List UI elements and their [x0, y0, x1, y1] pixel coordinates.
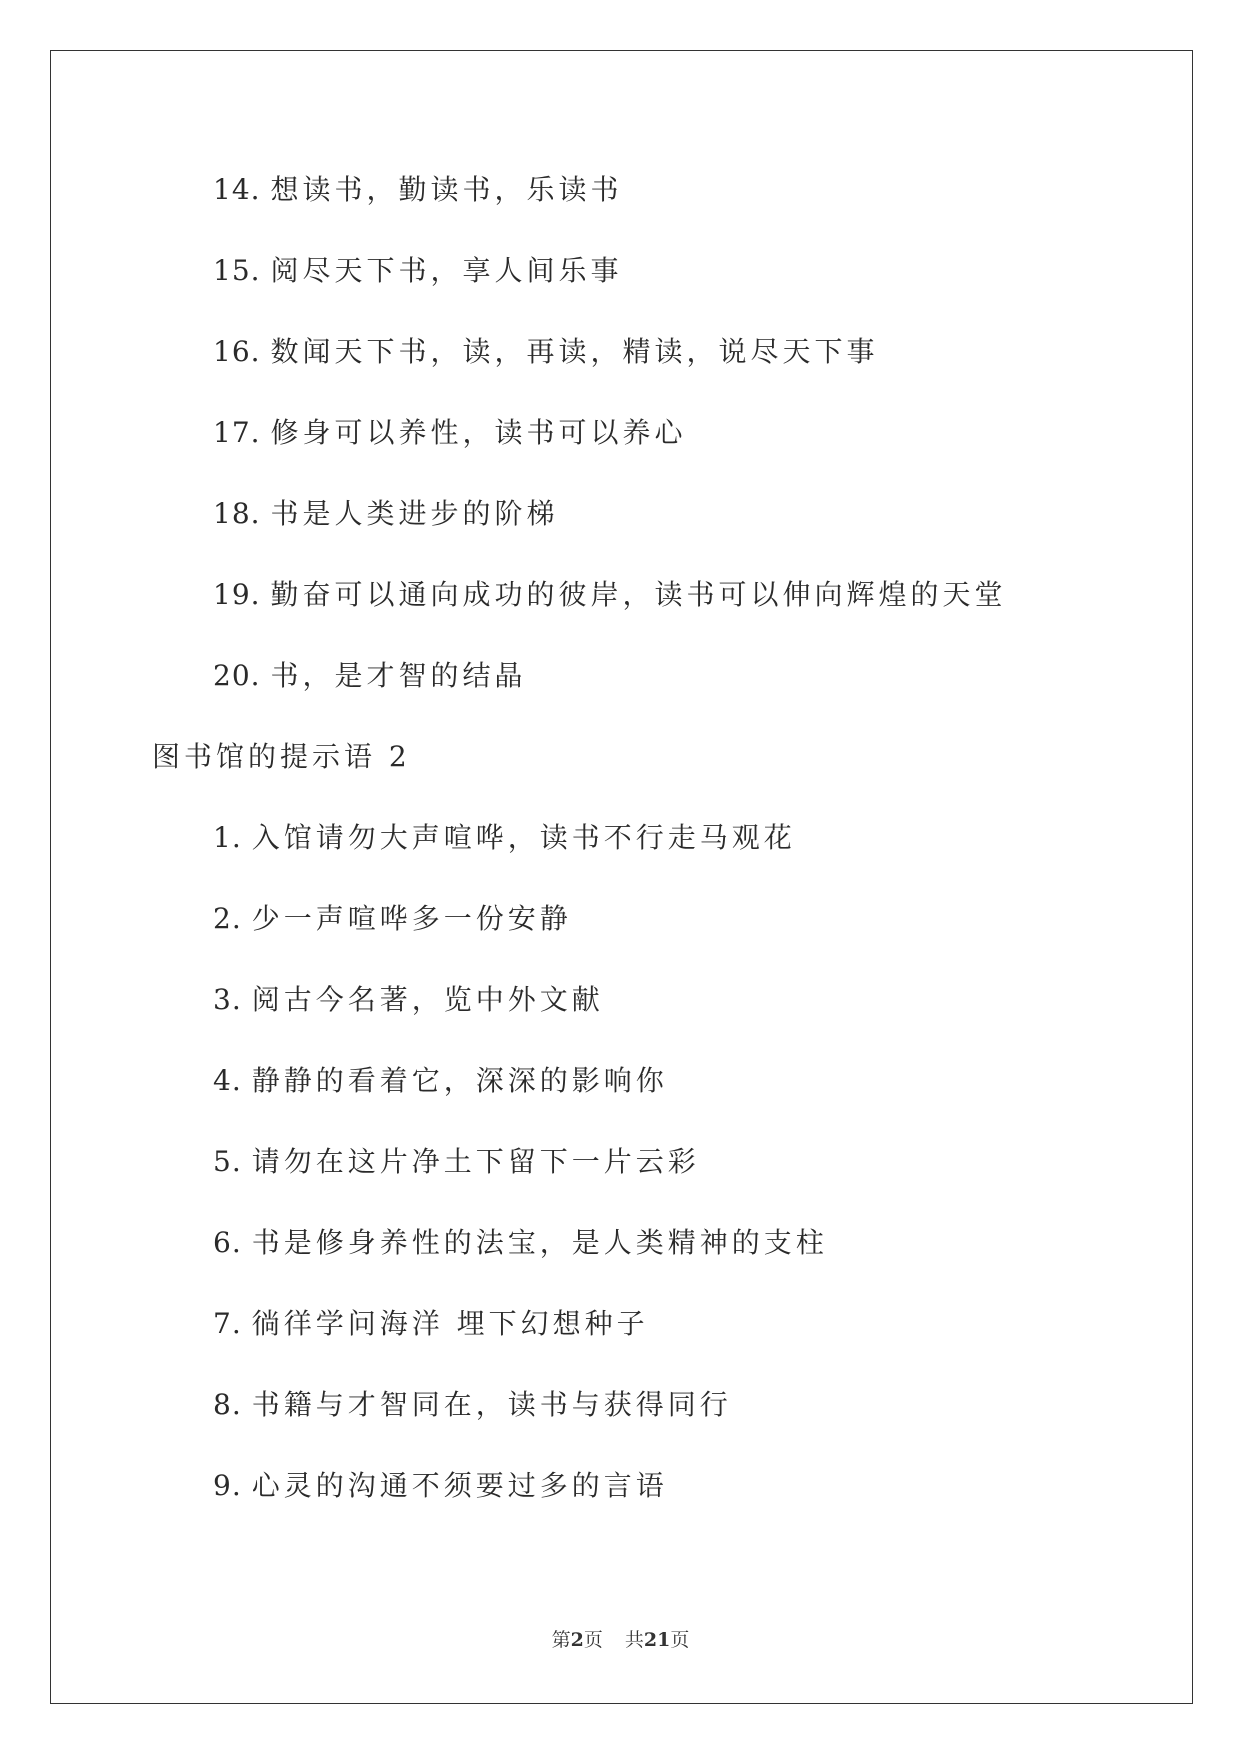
item-text: 阅尽天下书，享人间乐事	[270, 254, 623, 287]
list-item	[213, 416, 687, 449]
list-item	[213, 1226, 828, 1259]
list-item	[213, 1469, 668, 1502]
list-item	[213, 902, 572, 935]
item-text: 修身可以养性，读书可以养心	[270, 416, 687, 449]
page-prefix: 第	[551, 1629, 571, 1651]
item-number: 17.	[213, 416, 261, 449]
page-unit: 页	[583, 1629, 603, 1651]
item-number: 15.	[213, 254, 261, 287]
item-text: 想读书，勤读书，乐读书	[270, 173, 623, 206]
item-number: 14.	[213, 173, 261, 206]
item-number: 2.	[213, 902, 242, 935]
item-text: 勤奋可以通向成功的彼岸，读书可以伸向辉煌的天堂	[270, 578, 1007, 611]
item-text: 阅古今名著，览中外文献	[251, 983, 604, 1016]
list-item	[213, 254, 623, 287]
item-text: 少一声喧哗多一份安静	[251, 902, 572, 935]
total-page-number: 21	[643, 1629, 671, 1651]
list-item	[213, 1307, 649, 1340]
item-text: 书是人类进步的阶梯	[270, 497, 559, 530]
item-number: 3.	[213, 983, 242, 1016]
list-item	[213, 497, 559, 530]
list-item	[213, 983, 604, 1016]
item-number: 6.	[213, 1226, 242, 1259]
item-text: 入馆请勿大声喧哗，读书不行走马观花	[251, 821, 796, 854]
list-item	[213, 1145, 700, 1178]
item-text: 书籍与才智同在，读书与获得同行	[251, 1388, 732, 1421]
list-item	[213, 659, 527, 692]
item-number: 1.	[213, 821, 242, 854]
list-item	[213, 821, 796, 854]
item-text: 请勿在这片净土下留下一片云彩	[251, 1145, 700, 1178]
total-unit: 页	[670, 1629, 690, 1651]
item-text: 书是修身养性的法宝，是人类精神的支柱	[251, 1226, 828, 1259]
item-number: 19.	[213, 578, 261, 611]
item-text: 静静的看着它，深深的影响你	[251, 1064, 668, 1097]
list-item	[213, 578, 1007, 611]
item-text: 数闻天下书，读，再读，精读，说尽天下事	[270, 335, 879, 368]
total-prefix: 共	[624, 1629, 644, 1651]
current-page-number: 2	[570, 1629, 584, 1651]
page-footer	[0, 1625, 1241, 1652]
item-text: 徜徉学问海洋 埋下幻想种子	[251, 1307, 649, 1340]
item-number: 8.	[213, 1388, 242, 1421]
item-number: 4.	[213, 1064, 242, 1097]
page-border	[50, 50, 1193, 1704]
section-heading: 图书馆的提示语 2	[152, 740, 411, 773]
item-number: 7.	[213, 1307, 242, 1340]
item-text: 心灵的沟通不须要过多的言语	[251, 1469, 668, 1502]
item-text: 书，是才智的结晶	[270, 659, 527, 692]
item-number: 5.	[213, 1145, 242, 1178]
item-number: 9.	[213, 1469, 242, 1502]
list-item	[213, 1064, 668, 1097]
item-number: 18.	[213, 497, 261, 530]
item-number: 16.	[213, 335, 261, 368]
list-item	[213, 1388, 732, 1421]
item-number: 20.	[213, 659, 261, 692]
list-item	[213, 173, 623, 206]
list-item	[213, 335, 879, 368]
